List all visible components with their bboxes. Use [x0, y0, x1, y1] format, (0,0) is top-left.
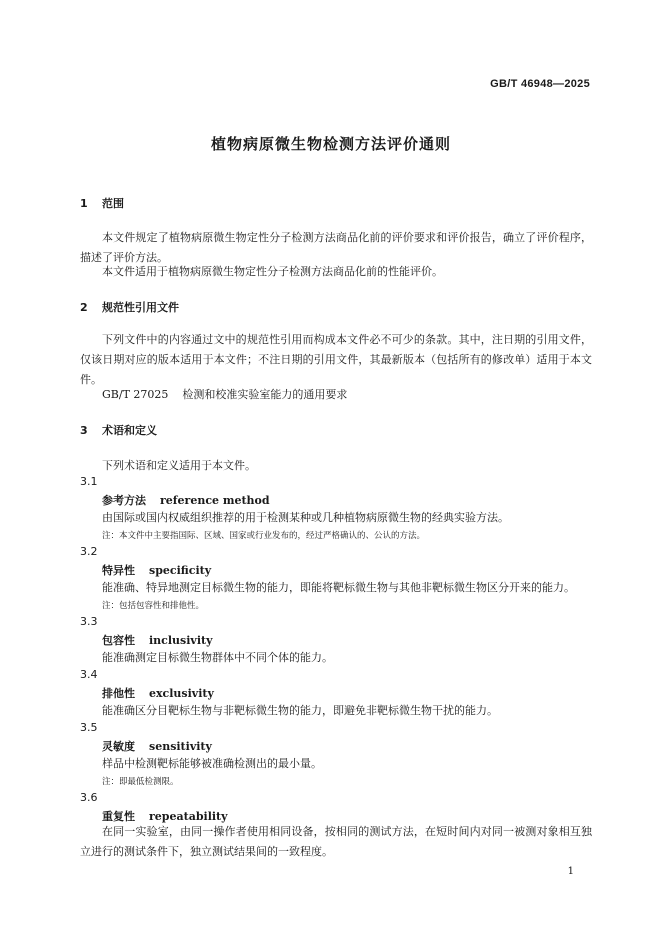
term-en: exclusivity [149, 687, 214, 700]
document-title: 植物病原微生物检测方法评价通则 [210, 135, 451, 153]
term-heading [102, 738, 212, 754]
term-zh: 参考方法 [102, 494, 146, 507]
term-heading [102, 562, 211, 578]
term-zh: 包容性 [102, 634, 135, 647]
term-en: specificity [149, 564, 212, 577]
term-zh: 排他性 [102, 687, 135, 700]
term-note: 注：本文件中主要指国际、区域、国家或行业发布的，经过严格确认的、公认的方法。 [102, 531, 426, 541]
term-en: inclusivity [149, 634, 213, 647]
term-definition: 能准确、特异地测定目标微生物的能力，即能将靶标微生物与其他非靶标微生物区分开来的能力。 [102, 581, 575, 594]
term-definition: 在同一实验室，由同一操作者使用相同设备，按相同的测试方法，在短时间内对同一被测对象相互独立进行的测试条件下，独立测试结果间的一致程度。 [80, 825, 592, 858]
term-definition: 能准确测定目标微生物群体中不同个体的能力。 [102, 651, 333, 664]
section-1-heading [80, 195, 124, 211]
term-definition: 由国际或国内权威组织推荐的用于检测某种或几种植物病原微生物的经典实验方法。 [102, 511, 509, 524]
term-heading [102, 632, 212, 648]
term-heading [102, 492, 270, 508]
section-number: 2 [80, 301, 88, 314]
section-2-heading [80, 299, 179, 315]
standard-number: GB/T 46948—2025 [490, 78, 590, 90]
page-number: 1 [567, 866, 574, 877]
term-en: reference method [160, 494, 270, 507]
term-number: 3.3 [80, 615, 98, 628]
term-definition: 能准确区分目靶标生物与非靶标微生物的能力，即避免非靶标微生物干扰的能力。 [102, 704, 498, 717]
section-number: 1 [80, 197, 88, 210]
section-2-paragraph-1: 下列文件中的内容通过文中的规范性引用而构成本文件必不可少的条款。其中，注日期的引用文件，仅该日期对应的版本适用于本文件；不注日期的引用文件，其最新版本（包括所有的修改单）适用于本文件。 [80, 333, 592, 386]
term-number: 3.6 [80, 791, 98, 804]
term-zh: 灵敏度 [102, 740, 135, 753]
section-3-heading [80, 422, 157, 438]
term-number: 3.4 [80, 668, 98, 681]
term-note: 注：包括包容性和排他性。 [102, 601, 205, 611]
term-en: repeatability [149, 810, 228, 823]
term-number: 3.2 [80, 545, 98, 558]
reference-number: GB/T 27025 [102, 388, 169, 401]
term-en: sensitivity [149, 740, 212, 753]
term-zh: 特异性 [102, 564, 135, 577]
term-number: 3.5 [80, 721, 98, 734]
term-heading [102, 685, 214, 701]
section-title: 范围 [102, 197, 124, 210]
reference-title: 检测和校准实验室能力的通用要求 [182, 388, 348, 401]
section-1-paragraph-2: 本文件适用于植物病原微生物定性分子检测方法商品化前的性能评价。 [102, 265, 443, 278]
term-note: 注：即最低检测限。 [102, 777, 179, 787]
term-definition: 样品中检测靶标能够被准确检测出的最小量。 [102, 757, 322, 770]
term-number: 3.1 [80, 475, 98, 488]
section-3-intro: 下列术语和定义适用于本文件。 [102, 459, 256, 472]
section-1-paragraph-1: 本文件规定了植物病原微生物定性分子检测方法商品化前的评价要求和评价报告，确立了评价程序，描述了评价方法。 [80, 231, 592, 264]
normative-reference [102, 386, 347, 402]
section-number: 3 [80, 424, 88, 437]
term-zh: 重复性 [102, 810, 135, 823]
section-title: 术语和定义 [102, 424, 157, 437]
section-title: 规范性引用文件 [102, 301, 179, 314]
